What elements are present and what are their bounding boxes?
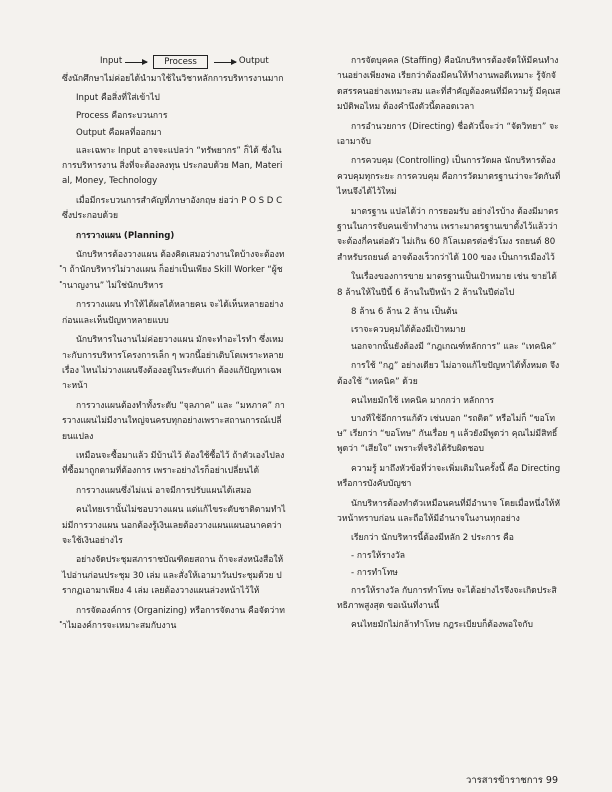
diagram-process-box: Process bbox=[153, 55, 208, 69]
arrow-icon bbox=[125, 62, 147, 63]
paragraph: ความรู้ มาถึงหัวข้อที่ว่าจะเพิ่มเติมในครั้งนี้ คือ Directing หรือการบังคับบัญชา bbox=[337, 463, 561, 490]
paragraph: มาตรฐาน แปลได้ว่า การยอมรับ อย่างไรบ้าง ต้องมีมาตรฐานในการจับคนเข้าทำงาน เพราะมาตรฐานเขาตั้งไว้แล้วว่าจะต้องกี่คนต่อตัว ไม่เกิน 60 กิโลเมตรต่อชั่วโมง รถยนต์ 80 สำหรับรถยนต์ อาจต้องเร็วกว่าได้ 100 ของ เป็นการเมืองไว้ bbox=[337, 206, 559, 263]
paragraph: คนไทยเรานั้นไม่ชอบวางแผน แต่แก้ไขระดับชาติตามทำไม่มีการวางแผน นอกต้องรู้เงินเลยต้องวางแผนแผนอนาคตว่าจะใช้เงินอย่างไร bbox=[62, 505, 286, 546]
right-column bbox=[337, 54, 561, 638]
definition-output: Output คือผลที่ออกมา bbox=[76, 128, 162, 139]
paragraph-staffing: การจัดบุคคล (Staffing) คือนักบริหารต้องจัดให้มีคนทำงานอย่างเพียงพอ เรียกว่าต้องมีคนให้ทำงานพอดีเหมาะ รู้จักจัดสรรคนอย่างเหมาะสม และที่สำคัญต้องคนที่มีความรู้ มีคุณสมบัติพอไหม ต้องคำนึงตัวนี้ตลอดเวลา bbox=[337, 56, 561, 113]
list-item: - การทำโทษ bbox=[351, 568, 398, 579]
paragraph-directing: การอำนวยการ (Directing) ชื่อตัวนี้จะว่า “จัดวิทยา” จะเอามาจับ bbox=[337, 121, 559, 148]
paragraph: การวางแผนซึ่งไม่แน่ อาจมีการปรับแผนได้เสมอ bbox=[76, 485, 252, 496]
paragraph: การวางแผนต้องทำทั้งระดับ “จุลภาค” และ “มหภาค” การวางแผนไม่มีงานใหญ่จนครบทุกอย่างเพราะสถานการณ์เปลี่ยนแปลง bbox=[62, 400, 285, 442]
paragraph-controlling: การควบคุม (Controlling) เป็นการวัดผล นักบริหารต้องควบคุมทุกระยะ การควบคุม คือการวัดมาตรฐานว่าจะวัดกันที่ไหนจึงได้ไว้ใหม่ bbox=[337, 156, 561, 198]
paragraph: เราจะควบคุมได้ต้องมีเป้าหมาย bbox=[351, 324, 466, 335]
paragraph: ในเรื่องของการขาย มาตรฐานเป็นเป้าหมาย เช่น ขายได้ 8 ล้านให้ในปีนี้ 6 ล้านในปีหน้า 2 ล้านในปีต่อไป bbox=[337, 272, 557, 298]
paragraph: นอกจากนั้นยังต้องมี “กฎเกณฑ์หลักการ” และ “เทคนิค” bbox=[351, 341, 557, 352]
left-column bbox=[62, 54, 286, 638]
paragraph: อย่างจัดประชุมสภาราชบัณฑิตยสถาน ถ้าจะส่งหนังสือให้ไปอ่านก่อนประชุม 30 เล่ม และสั่งให้เอามาวันประชุมด้วย ปรากฏเอามาเพียง 4 เล่ม เลยต้องวางแผนล่วงหน้าไว้ให้ bbox=[62, 555, 284, 597]
paragraph: การให้รางวัล กับการทำโทษ จะได้อย่างไรจึงจะเกิดประสิทธิภาพสูงสุด ขอเน้นที่งานนี้ bbox=[337, 585, 557, 611]
section-heading-planning: การวางแผน (Planning) bbox=[76, 230, 175, 241]
diagram-output: Output bbox=[238, 56, 269, 67]
paragraph: และเฉพาะ Input อาจจะแปลว่า “ทรัพยากร” ก็ได้ ซึ่งในการบริหารงาน สิ่งที่จะต้องลงทุน ประกอบด้วย Man, Material, Money, Technology bbox=[62, 145, 283, 187]
paragraph: นักบริหารต้องทำตัวเหมือนคนที่มีอำนาจ โดยเมื่อหนึ่งให้หัวหน้าทราบก่อน และถือให้มีอำนาจในงานทุกอย่าง bbox=[337, 498, 561, 524]
paragraph: การใช้ “กฎ” อย่างเดียว ไม่อาจแก้ไขปัญหาได้ทั้งหมด จึงต้องใช้ “เทคนิค” ด้วย bbox=[337, 361, 560, 387]
paragraph: เหมือนจะซื้อมาแล้ว มีบ้านไว้ ต้องใช้ซื้อไว้ ถ้าตัวเองไปลงที่ซื้อมาถูกตามที่ต้องการ เพราะอย่างไรก็อย่าเปลี่ยนได้ bbox=[62, 450, 285, 477]
paragraph: การวางแผน ทำให้ได้ผลได้หลายคน จะได้เห็นหลายอย่างก่อนและเห็นปัญหาหลายแบบ bbox=[62, 300, 284, 326]
paragraph: นักบริหารในงานไม่ค่อยวางแผน มักจะทำอะไรทำ ซึ่งเหมาะกับการบริหารโครงการเล็ก ๆ พวกนี้อย่าเติบโตเพราะหลายเรื่อง ไหนไม่วางแผนจึงต้องอยู่ในระดับเก่า ต้องแก้ปัญหาเฉพาะหน้า bbox=[62, 335, 284, 392]
paragraph: คนไทยมักไม่กล้าทำโทษ กฎระเบียบก็ต้องพอใจกับ bbox=[351, 620, 533, 631]
input-process-output-diagram bbox=[100, 54, 286, 70]
paragraph: ซึ่งนักศึกษาไม่ค่อยได้นำมาใช้ในวิชาหลักการบริหารงานมาก bbox=[62, 74, 284, 84]
paragraph: นักบริหารต้องวางแผน ต้องคิดเสมอว่างานใดบ้างจะต้องทำ ถ้านักบริหารไม่วางแผน ก็อย่าเป็นเพียง Skill Worker “ผู้ชำนาญงาน” ไม่ใช่นักบริหาร bbox=[62, 250, 285, 291]
paragraph: 8 ล้าน 6 ล้าน 2 ล้าน เป็นต้น bbox=[351, 307, 458, 318]
page-footer: วารสารข้าราชการ 99 bbox=[466, 775, 559, 786]
paragraph: เรียกว่า นักบริหารนี้ต้องมีหลัก 2 ประการ คือ bbox=[351, 533, 514, 544]
diagram-input: Input bbox=[100, 56, 123, 67]
list-item: - การให้รางวัล bbox=[351, 550, 406, 561]
arrow-icon bbox=[214, 62, 236, 63]
paragraph: บางทีใช้อีกการแก้ตัว เช่นบอก “รถติด” หรือไม่ก็ “ขอโทษ” เรียกว่า “ขอโทษ” กันเรื่อย ๆ แล้วยังมีพูดว่า คุณไม่มีสิทธิ์พูดว่า “เสียใจ” เพราะที่จริงได้รับผิดชอบ bbox=[337, 413, 558, 455]
definition-input: Input คือสิ่งที่ใส่เข้าไป bbox=[76, 93, 160, 104]
paragraph: คนไทยมักใช้ เทคนิค มากกว่า หลักการ bbox=[351, 396, 495, 407]
paragraph-organizing: การจัดองค์การ (Organizing) หรือการจัดงาน คือจัดว่าทำไมองค์การจะเหมาะสมกับงาน bbox=[62, 605, 285, 631]
paragraph: เมื่อมีกระบวนการสำคัญที่ภาษาอังกฤษ ย่อว่า P O S D C ซึ่งประกอบด้วย bbox=[62, 195, 283, 222]
definition-process: Process คือกระบวนการ bbox=[76, 110, 168, 121]
